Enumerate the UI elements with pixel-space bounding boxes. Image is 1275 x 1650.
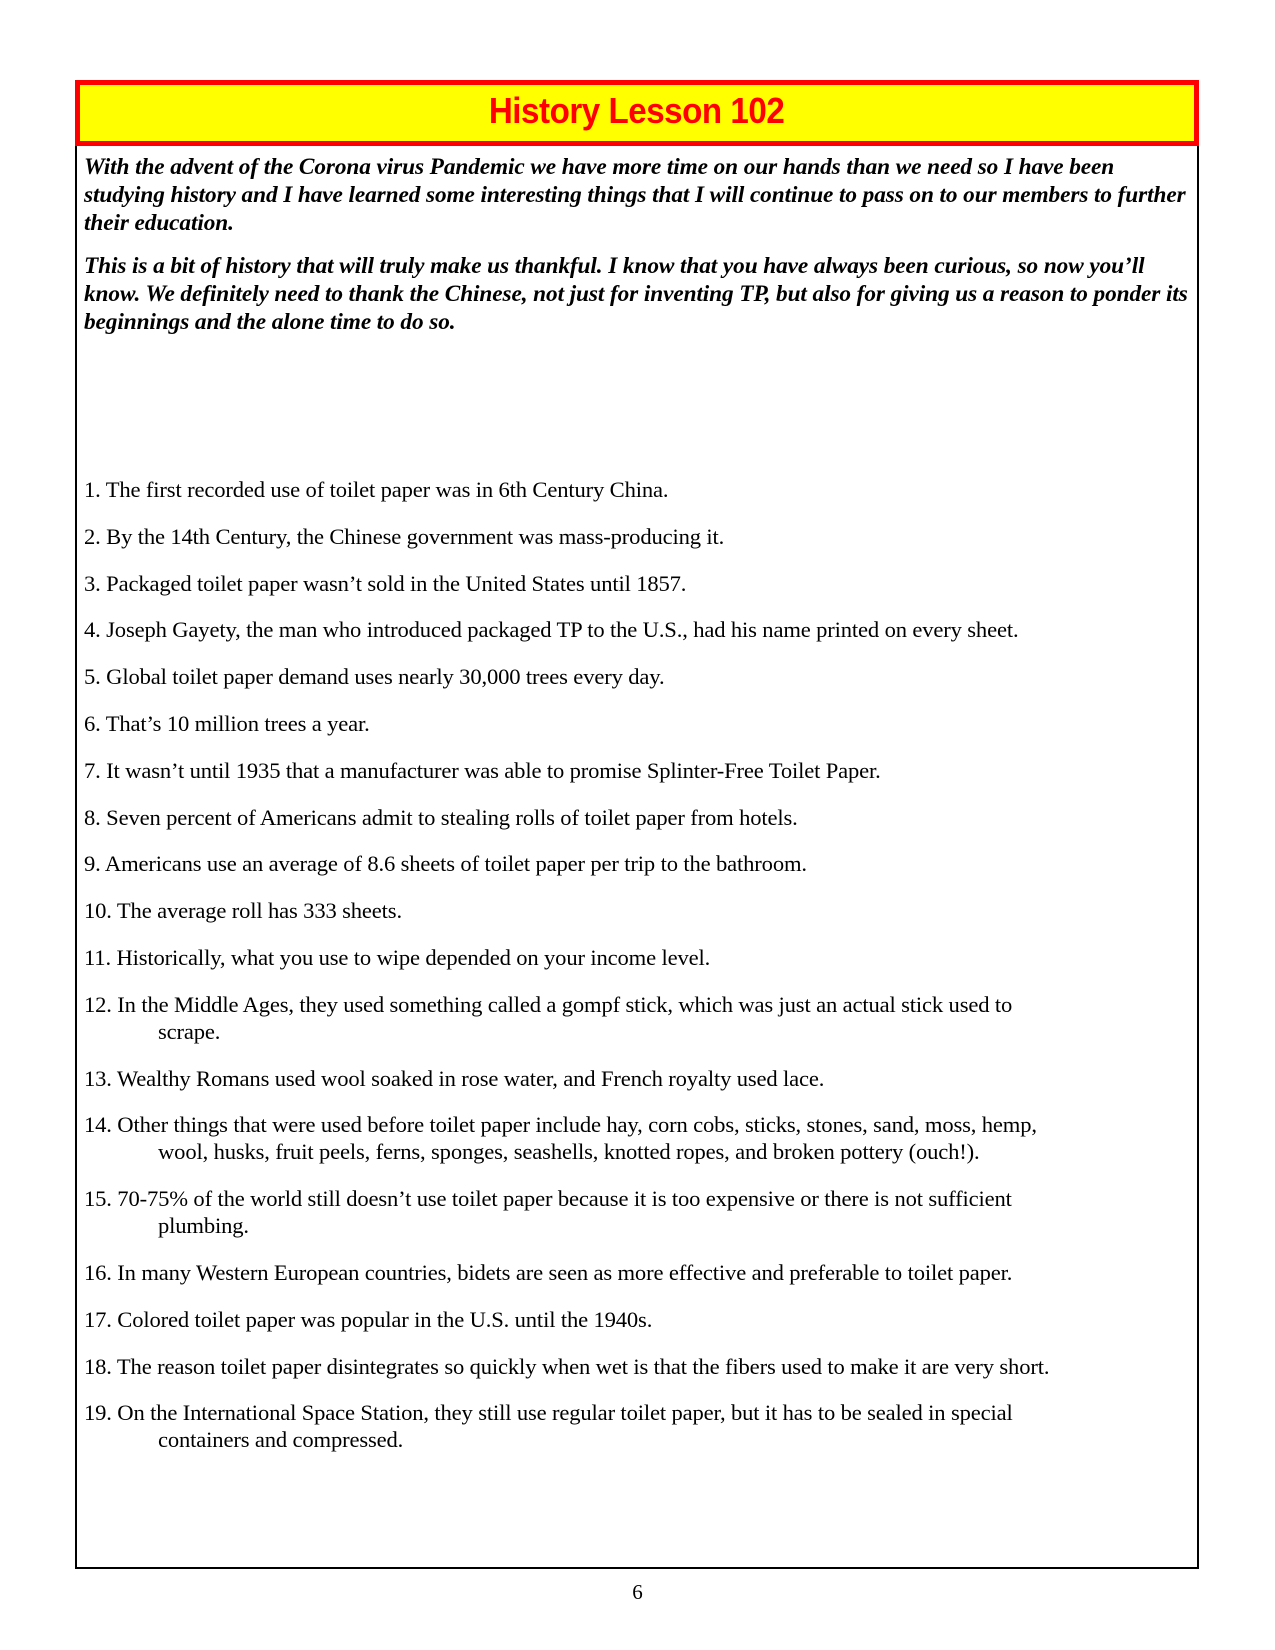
fact-item-6 — [84, 710, 1194, 737]
fact-text: The first recorded use of toilet paper was in 6th Century China. — [105, 477, 669, 502]
fact-item-3 — [84, 570, 1194, 597]
fact-text: In the Middle Ages, they used something called a gompf stick, which was just an actual stick used to — [117, 991, 1013, 1017]
fact-text: Packaged toilet paper wasn’t sold in the United States until 1857. — [106, 570, 687, 596]
fact-text: 70-75% of the world still doesn’t use toilet paper because it is too expensive or there is not sufficient — [117, 1186, 1012, 1212]
fact-number: 12. — [84, 991, 112, 1017]
fact-text: Wealthy Romans used wool soaked in rose water, and French royalty used lace. — [116, 1065, 825, 1091]
fact-text-continuation: wool, husks, fruit peels, ferns, sponges, seashells, knotted ropes, and broken pottery (ouch!). — [158, 1139, 980, 1165]
fact-text-continuation: scrape. — [158, 1018, 221, 1044]
fact-text: That’s 10 million trees a year. — [105, 710, 370, 736]
fact-number: 14. — [84, 1112, 112, 1138]
fact-item-9 — [84, 850, 1194, 877]
fact-text: The average roll has 333 sheets. — [116, 898, 402, 924]
fact-number: 18. — [84, 1353, 112, 1379]
fact-number: 10. — [84, 898, 112, 924]
fact-text: Colored toilet paper was popular in the U.S. until the 1940s. — [117, 1306, 653, 1332]
fact-number: 2. — [84, 523, 101, 549]
fact-item-11 — [84, 944, 1194, 971]
fact-item-16 — [84, 1259, 1194, 1286]
fact-number: 19. — [84, 1400, 112, 1426]
fact-number: 3. — [84, 570, 101, 596]
fact-number: 9. — [84, 851, 101, 877]
fact-item-12 — [84, 991, 1194, 1045]
fact-item-2 — [84, 523, 1194, 550]
page-number: 6 — [632, 1580, 643, 1604]
fact-text: By the 14th Century, the Chinese government was mass-producing it. — [106, 523, 725, 549]
intro-section — [84, 153, 1190, 351]
fact-item-4 — [84, 616, 1194, 643]
fact-number: 15. — [84, 1186, 112, 1212]
fact-item-5 — [84, 663, 1194, 690]
fact-item-13 — [84, 1065, 1194, 1092]
fact-text: Americans use an average of 8.6 sheets of toilet paper per trip to the bathroom. — [104, 851, 807, 877]
fact-text: Seven percent of Americans admit to stealing rolls of toilet paper from hotels. — [106, 804, 798, 830]
fact-text-continuation: plumbing. — [158, 1213, 249, 1239]
title-banner — [75, 80, 1199, 146]
fact-number: 6. — [84, 710, 101, 736]
fact-number: 4. — [84, 617, 101, 643]
intro-paragraph: This is a bit of history that will truly make us thankful. I know that you have always been curious, so now you’ll know. We definitely need to thank the Chinese, not just for inventing TP, but also for giving us a reason to ponder its beginnings and the alone time to do so. — [84, 253, 1188, 335]
fact-item-7 — [84, 757, 1194, 784]
fact-number: 8. — [84, 804, 101, 830]
fact-text: Global toilet paper demand uses nearly 30,000 trees every day. — [106, 664, 665, 690]
fact-text: Other things that were used before toilet paper include hay, corn cobs, sticks, stones, sand, moss, hemp, — [117, 1112, 1037, 1138]
intro-paragraph: With the advent of the Corona virus Pandemic we have more time on our hands than we need so I have been studying history and I have learned some interesting things that I will continue to pass on to our members to further their education. — [84, 154, 1186, 236]
fact-text: Joseph Gayety, the man who introduced packaged TP to the U.S., had his name printed on every sheet. — [106, 617, 1019, 643]
fact-item-15 — [84, 1185, 1194, 1239]
fact-text: In many Western European countries, bidets are seen as more effective and preferable to toilet paper. — [117, 1259, 1013, 1285]
fact-number: 13. — [84, 1065, 112, 1091]
fact-item-19 — [84, 1399, 1194, 1453]
fact-number: 7. — [84, 757, 101, 783]
fact-item-1 — [84, 476, 1194, 503]
fact-item-8 — [84, 804, 1194, 831]
fact-number: 11. — [84, 944, 111, 970]
page-title: History Lesson 102 — [489, 90, 785, 131]
fact-text: The reason toilet paper disintegrates so quickly when wet is that the fibers used to make it are very short. — [116, 1353, 1050, 1379]
fact-item-17 — [84, 1306, 1194, 1333]
fact-item-18 — [84, 1353, 1194, 1380]
fact-text: It wasn’t until 1935 that a manufacturer was able to promise Splinter-Free Toilet Paper. — [106, 757, 881, 783]
facts-list — [84, 476, 1194, 1473]
fact-number: 16. — [84, 1259, 112, 1285]
fact-text: Historically, what you use to wipe depended on your income level. — [116, 944, 711, 970]
fact-item-14 — [84, 1111, 1194, 1165]
fact-text-continuation: containers and compressed. — [158, 1427, 404, 1453]
fact-number: 17. — [84, 1306, 112, 1332]
fact-number: 1. — [84, 477, 101, 502]
fact-item-10 — [84, 897, 1194, 924]
fact-number: 5. — [84, 664, 101, 690]
fact-text: On the International Space Station, they still use regular toilet paper, but it has to be sealed in special — [117, 1400, 1013, 1426]
